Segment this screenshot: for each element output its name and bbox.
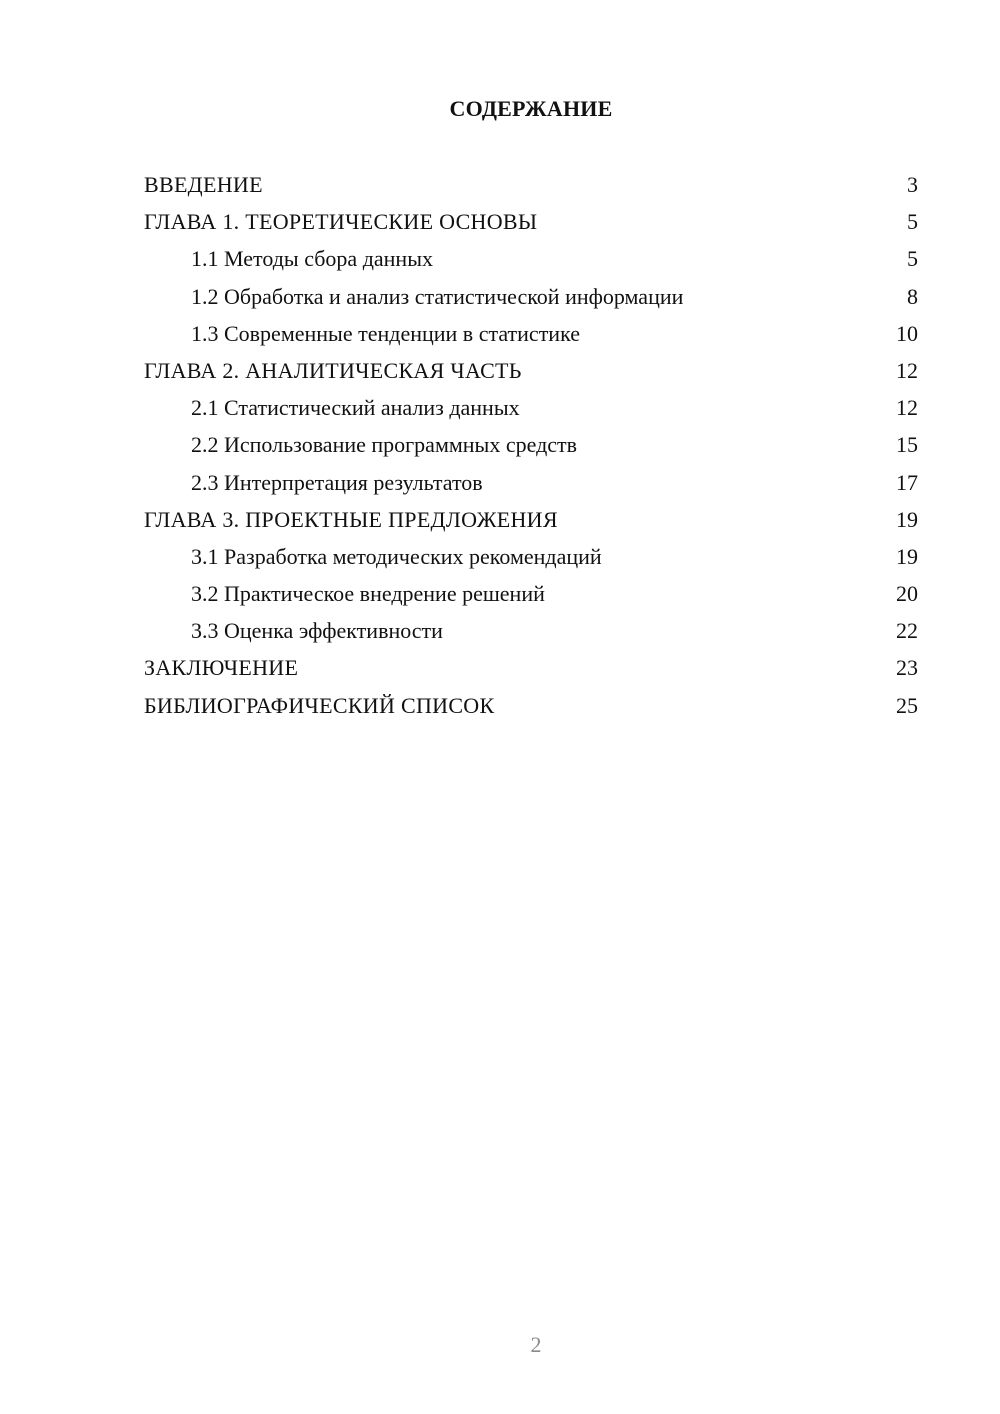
toc-subentry bbox=[144, 464, 918, 501]
toc-entry bbox=[144, 166, 918, 203]
toc-subentry bbox=[144, 315, 918, 352]
toc-subentry-page: 8 bbox=[907, 283, 918, 309]
toc-subentry bbox=[144, 538, 918, 575]
toc-entry bbox=[144, 687, 918, 724]
toc-subentry bbox=[144, 426, 918, 463]
toc-entry-page: 3 bbox=[907, 172, 918, 197]
toc-entry-page: 12 bbox=[896, 357, 918, 383]
toc-subentry-label: 1.3 Современные тенденции в статистике bbox=[191, 320, 580, 346]
toc-subentry-label: 1.2 Обработка и анализ статистической информации bbox=[191, 283, 684, 309]
toc-heading: СОДЕРЖАНИЕ bbox=[449, 96, 613, 121]
toc-subentry-page: 5 bbox=[907, 246, 918, 272]
toc-subentry bbox=[144, 240, 918, 277]
toc-entry-page: 23 bbox=[896, 655, 918, 681]
toc-entry-label: ГЛАВА 1. ТЕОРЕТИЧЕСКИЕ ОСНОВЫ bbox=[144, 209, 538, 235]
toc-subentry bbox=[144, 278, 918, 315]
toc-subentry-page: 19 bbox=[896, 543, 918, 569]
toc-entry-label: ЗАКЛЮЧЕНИЕ bbox=[144, 655, 299, 681]
toc-entry bbox=[144, 501, 918, 538]
toc-entry-label: БИБЛИОГРАФИЧЕСКИЙ СПИСОК bbox=[144, 692, 495, 718]
toc-entry-page: 5 bbox=[907, 209, 918, 235]
toc-entry-page: 25 bbox=[896, 692, 918, 718]
toc-entry bbox=[144, 203, 918, 240]
toc-subentry-label: 3.3 Оценка эффективности bbox=[191, 618, 443, 644]
toc-subentry-label: 3.1 Разработка методических рекомендаций bbox=[191, 543, 602, 569]
toc-entry-label: ГЛАВА 2. АНАЛИТИЧЕСКАЯ ЧАСТЬ bbox=[144, 357, 522, 383]
toc-entry bbox=[144, 649, 918, 686]
toc-subentry-label: 3.2 Практическое внедрение решений bbox=[191, 581, 545, 607]
toc-subentry-label: 2.2 Использование программных средств bbox=[191, 432, 578, 458]
table-of-contents bbox=[144, 166, 918, 724]
toc-entry-label: ВВЕДЕНИЕ bbox=[144, 172, 263, 197]
toc-subentry-page: 10 bbox=[896, 320, 918, 346]
toc-subentry-label: 2.1 Статистический анализ данных bbox=[191, 395, 520, 421]
toc-entry bbox=[144, 352, 918, 389]
page-number: 2 bbox=[530, 1332, 542, 1357]
toc-subentry-label: 1.1 Методы сбора данных bbox=[191, 246, 433, 272]
toc-subentry bbox=[144, 389, 918, 426]
toc-subentry-page: 17 bbox=[896, 469, 918, 495]
toc-subentry-page: 15 bbox=[896, 432, 918, 458]
toc-subentry-page: 12 bbox=[896, 395, 918, 421]
toc-subentry-page: 20 bbox=[896, 581, 918, 607]
toc-entry-page: 19 bbox=[896, 506, 918, 532]
toc-subentry-page: 22 bbox=[896, 618, 918, 644]
toc-subentry bbox=[144, 575, 918, 612]
toc-subentry-label: 2.3 Интерпретация результатов bbox=[191, 469, 483, 495]
toc-entry-label: ГЛАВА 3. ПРОЕКТНЫЕ ПРЕДЛОЖЕНИЯ bbox=[144, 506, 558, 532]
toc-subentry bbox=[144, 612, 918, 649]
